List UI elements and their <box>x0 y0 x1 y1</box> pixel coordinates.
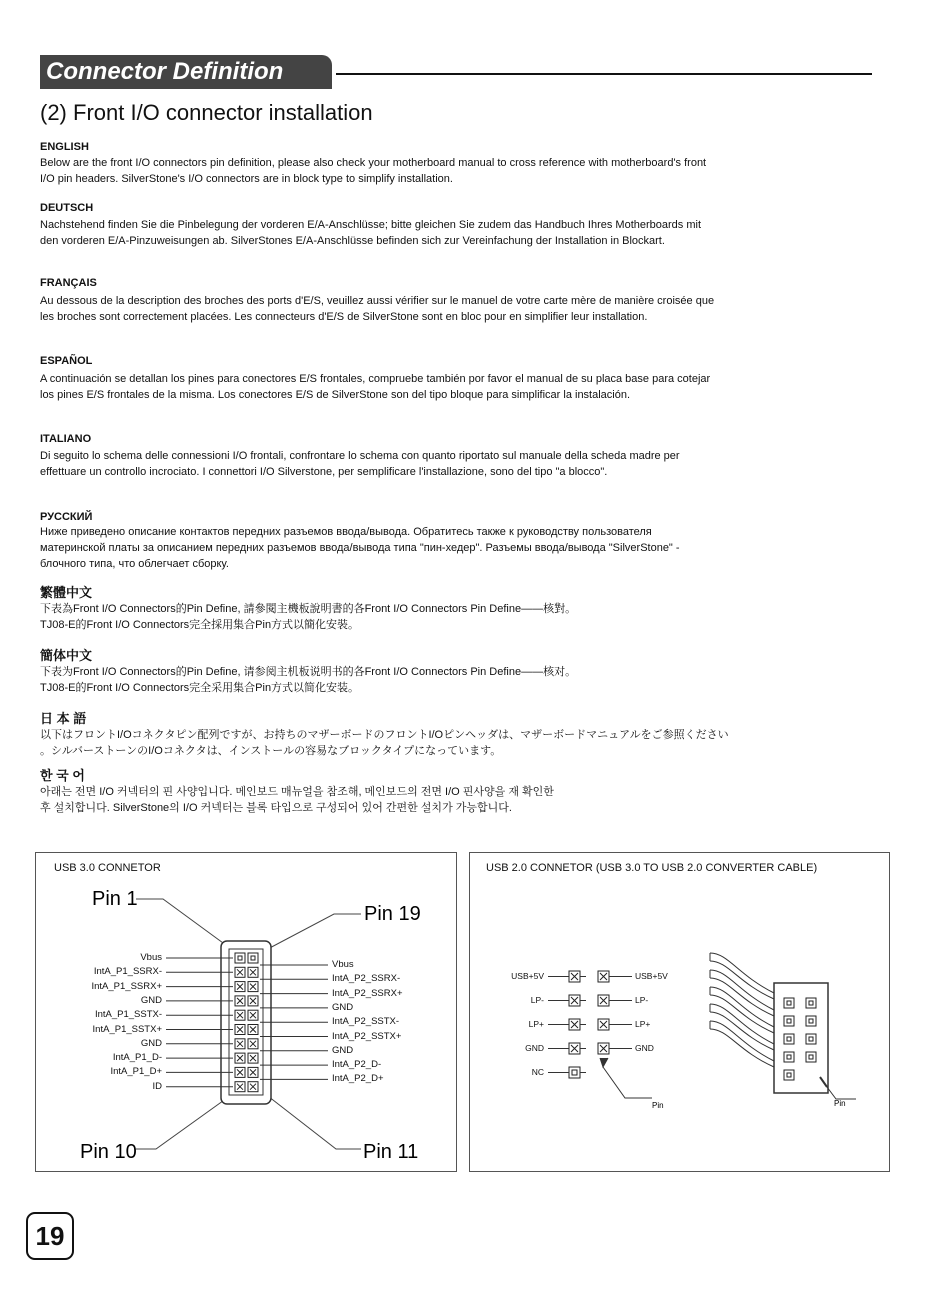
usb2-cable-pin-left <box>784 1052 794 1062</box>
pin-label: GND <box>140 994 162 1006</box>
text-line: A continuación se detallan los pines para conectores E/S frontales, compruebe también por favor el manual de su placa base para cotejar <box>40 373 711 385</box>
pin-label: GND <box>525 1043 544 1053</box>
pin-label: GND <box>332 1001 354 1013</box>
section-body-english <box>40 155 880 187</box>
section-heading-italiano: ITALIANO <box>40 433 92 445</box>
section-body-korean <box>40 784 880 816</box>
text-line: Below are the front I/O connectors pin definition, please also check your motherboard manual to cross reference with motherboard's front <box>40 157 707 169</box>
section-heading-espanol: ESPAÑOL <box>40 355 93 367</box>
section-heading-russian: РУССКИЙ <box>40 511 93 523</box>
usb2-panel-title: USB 2.0 CONNETOR (USB 3.0 TO USB 2.0 CONVERTER CABLE) <box>486 862 818 874</box>
text-line: блочного типа, что облегчает сборку. <box>40 558 229 570</box>
text-line: 下表为Front I/O Connectors的Pin Define, 请参阅主机板说明书的各Front I/O Connectors Pin Define——核对。 <box>40 666 577 678</box>
usb2-cable-wire <box>710 1021 774 1061</box>
section-body-deutsch <box>40 217 880 249</box>
pin-label: IntA_P1_D+ <box>110 1066 162 1078</box>
section-banner <box>40 55 332 89</box>
pin-label: IntA_P2_SSTX- <box>332 1016 400 1028</box>
text-line: Ниже приведено описание контактов передних разъемов ввода/вывода. Обратитесь также к руководству пользователя <box>40 526 652 538</box>
section-body-italiano <box>40 448 880 480</box>
usb2-cable-wire <box>710 1004 774 1044</box>
section-heading-english: ENGLISH <box>40 141 89 153</box>
usb2-cable-wire <box>710 970 774 1010</box>
usb2-pin-arrow <box>600 1058 608 1067</box>
section-heading-francais: FRANÇAIS <box>40 277 97 289</box>
usb2-cable-wire <box>710 953 774 993</box>
section-body-espanol <box>40 371 880 403</box>
text-line: материнской платы за описанием передних разъемов ввода/вывода типа "пин-хедер". Разъемы ввода/вывода "SilverStone" - <box>40 542 680 554</box>
usb2-cable-pin-right <box>806 1034 816 1044</box>
pin-label: IntA_P2_SSTX+ <box>332 1030 402 1042</box>
pin-label: IntA_P2_SSRX- <box>332 973 401 985</box>
usb2-cable-pin-left <box>784 1070 794 1080</box>
pin-label: USB+5V <box>511 971 544 981</box>
usb2-pin-label: Pin <box>652 1101 664 1110</box>
usb3-connector-panel <box>35 852 457 1172</box>
text-line: TJ08-E的Front I/O Connectors完全採用集合Pin方式以簡化安裝。 <box>40 619 360 631</box>
section-heading-simplified-chinese: 簡体中文 <box>40 648 93 663</box>
pin-label: IntA_P2_D+ <box>332 1073 384 1085</box>
pin-label: ID <box>152 1080 162 1092</box>
text-line: 후 설치합니다. SilverStone의 I/O 커넥터는 블록 타입으로 구성되어 있어 간편한 설치가 가능합니다. <box>40 802 512 814</box>
pin-label: Vbus <box>140 952 162 963</box>
pin-label: USB+5V <box>635 971 668 981</box>
text-line: 下表為Front I/O Connectors的Pin Define, 請參閱主機板說明書的各Front I/O Connectors Pin Define——核對。 <box>40 603 577 615</box>
pin-label: LP+ <box>528 1019 544 1029</box>
pin11-callout <box>264 1093 361 1149</box>
pin-label: IntA_P2_D- <box>332 1059 382 1071</box>
usb2-cable-connector <box>774 983 828 1093</box>
pin-label: IntA_P1_D- <box>112 1052 162 1064</box>
usb2-cable-pin-left <box>784 998 794 1008</box>
pin-label: IntA_P1_SSRX- <box>93 966 162 978</box>
page-title: (2) Front I/O connector installation <box>40 100 373 125</box>
text-line: 。シルバーストーンのI/Oコネクタは、インストールの容易なブロックタイプになっています。 <box>40 745 502 757</box>
section-heading-japanese: 日 本 語 <box>40 711 87 726</box>
pin-label: IntA_P2_SSRX+ <box>332 987 403 999</box>
section-heading-traditional-chinese: 繁體中文 <box>40 585 93 600</box>
pin1-label: Pin 1 <box>92 888 138 910</box>
usb2-pin-left <box>569 1067 580 1078</box>
usb3-panel-title: USB 3.0 CONNETOR <box>54 862 161 874</box>
pin-label: IntA_P1_SSTX- <box>94 1009 162 1021</box>
section-body-russian <box>40 524 880 572</box>
pin1-callout <box>136 899 234 951</box>
text-line: effettuare un controllo incrociato. I connettori I/O Silverstone, per semplificare l'installazione, sono del tipo "a blocco". <box>40 466 608 478</box>
pin-label: NC <box>531 1067 544 1077</box>
pin-label: LP- <box>530 995 544 1005</box>
usb2-cable-wire <box>710 987 774 1027</box>
pin19-callout <box>264 914 361 951</box>
usb2-cable-wire <box>710 1029 774 1067</box>
section-body-japanese <box>40 727 880 759</box>
text-line: I/O pin headers. SilverStone's I/O connectors are in block type to simplify installation. <box>40 173 453 185</box>
usb2-cable-pin-right <box>806 998 816 1008</box>
section-body-simplified-chinese <box>40 664 880 696</box>
text-line: TJ08-E的Front I/O Connectors完全采用集合Pin方式以简化安装。 <box>40 682 360 694</box>
text-line: den vorderen E/A-Pinzuweisungen ab. SilverStones E/A-Anschlüsse befinden sich zur Vereinfachung der Installation in Blockart. <box>40 235 665 247</box>
text-line: les broches sont correctement placées. Les connecteurs d'E/S de SilverStone sont en bloc pour en simplifier leur installation. <box>40 311 648 323</box>
section-body-traditional-chinese <box>40 601 880 633</box>
section-heading-korean: 한 국 어 <box>40 768 85 783</box>
pin10-label: Pin 10 <box>80 1141 137 1163</box>
pin-label: GND <box>140 1037 162 1049</box>
usb2-pin-callout <box>603 1067 652 1098</box>
pin-label: GND <box>332 1044 354 1056</box>
pin-label: Vbus <box>332 959 354 970</box>
text-line: los pines E/S frontales de la misma. Los conectores E/S de SilverStone son del tipo bloque para simplificar la instalación. <box>40 389 631 401</box>
pin10-callout <box>136 1093 234 1149</box>
usb2-cable-pin-left <box>784 1034 794 1044</box>
usb3-pin-left <box>235 953 245 963</box>
usb2-cable-pin-callout <box>827 1087 856 1099</box>
usb2-cable-pin-right <box>806 1016 816 1026</box>
usb2-cable-pin-label: Pin <box>834 1099 846 1108</box>
text-line: 아래는 전면 I/O 커넥터의 핀 사양입니다. 메인보드 매뉴얼을 참조해, 메인보드의 전면 I/O 핀사양을 재 확인한 <box>40 786 554 798</box>
text-line: Nachstehend finden Sie die Pinbelegung der vorderen E/A-Anschlüsse; bitte gleichen Sie zudem das Handbuch Ihres Motherboards mit <box>40 219 702 231</box>
usb2-cable-pin-right <box>806 1052 816 1062</box>
usb3-pin-right <box>248 953 258 963</box>
pin19-label: Pin 19 <box>364 903 421 925</box>
page-number: 19 <box>26 1212 74 1260</box>
usb2-pinout-diagram <box>470 853 889 1171</box>
pin11-label: Pin 11 <box>363 1141 419 1163</box>
pin-label: IntA_P1_SSRX+ <box>91 980 162 992</box>
banner-label: Connector Definition <box>46 58 284 85</box>
section-heading-deutsch: DEUTSCH <box>40 202 94 214</box>
pin-label: LP+ <box>635 1019 651 1029</box>
header-rule <box>336 73 872 75</box>
pin-label: IntA_P1_SSTX+ <box>92 1023 162 1035</box>
usb2-cable-pin-left <box>784 1016 794 1026</box>
pin-label: GND <box>635 1043 654 1053</box>
usb2-connector-panel <box>469 852 890 1172</box>
text-line: 以下はフロントI/Oコネクタピン配列ですが、お持ちのマザーボードのフロントI/Oピンヘッダは、マザーボードマニュアルをご参照ください <box>40 729 729 741</box>
pin-label: LP- <box>635 995 649 1005</box>
text-line: Au dessous de la description des broches des ports d'E/S, veuillez aussi vérifier sur le manuel de votre carte mère de manière croisée que <box>40 295 715 307</box>
section-body-francais <box>40 293 880 325</box>
text-line: Di seguito lo schema delle connessioni I/O frontali, confrontare lo schema con quanto riportato sul manuale della scheda madre per <box>40 450 680 462</box>
